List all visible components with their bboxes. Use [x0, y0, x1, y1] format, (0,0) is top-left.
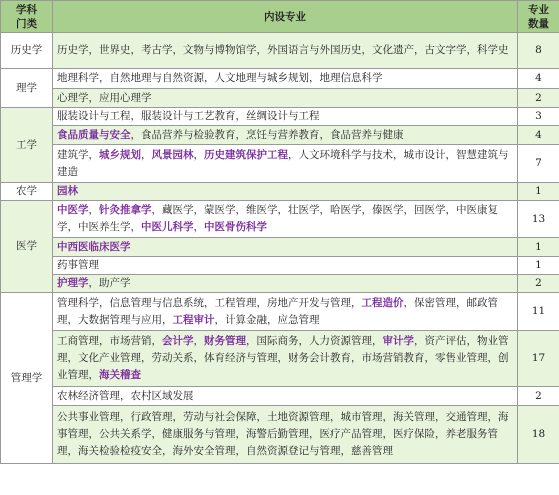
major-text: ，计算金融，应急管理	[214, 313, 320, 326]
category-cell: 医学	[1, 201, 53, 293]
table-row	[1, 69, 559, 89]
highlighted-major: 针灸推拿学	[99, 204, 152, 216]
major-text: ，食品营养与检验教育，烹饪与营养教育，食品营养与健康	[130, 128, 404, 141]
major-text: ，	[193, 335, 204, 347]
table-header-row	[1, 1, 559, 33]
major-text: 管理科学，信息管理与信息系统，工程管理，房地产开发与管理，	[57, 296, 362, 309]
highlighted-major: 中西医临床医学	[57, 240, 131, 253]
highlighted-major: 工程造价	[361, 296, 404, 309]
major-text: ，人文环境科学与技术，城市设计，智慧建筑与建造	[57, 148, 509, 178]
highlighted-major: 中医骨伤科学	[204, 221, 267, 233]
highlighted-major: 中医儿科学	[141, 221, 194, 233]
majors-cell	[53, 331, 518, 387]
highlighted-major: 财务管理	[204, 335, 246, 347]
highlighted-major: 护理学	[57, 277, 89, 289]
count-cell: 4	[518, 126, 559, 145]
category-cell: 工学	[1, 108, 53, 183]
highlighted-major: 海关稽查	[99, 369, 141, 381]
major-text: ，	[193, 221, 204, 233]
majors-cell	[53, 238, 518, 257]
category-cell: 农学	[1, 183, 53, 201]
table-row	[1, 145, 559, 183]
highlighted-major: 食品质量与安全	[57, 128, 131, 141]
count-cell: 13	[518, 201, 559, 238]
table-body	[1, 33, 559, 464]
table-row	[1, 293, 559, 331]
major-text: 建筑学，	[57, 148, 99, 161]
table-row	[1, 257, 559, 275]
highlighted-major: 园林	[57, 185, 78, 197]
major-text: ，	[193, 148, 204, 161]
count-cell: 2	[518, 275, 559, 293]
category-cell: 管理学	[1, 293, 53, 464]
table-row	[1, 331, 559, 387]
count-cell: 18	[518, 406, 559, 464]
table-row	[1, 89, 559, 108]
table-row	[1, 387, 559, 406]
table-row	[1, 201, 559, 238]
count-cell: 2	[518, 387, 559, 406]
category-cell: 历史学	[1, 33, 53, 69]
major-text: ，资产评估，物业管理，文化产业管理，劳动关系，体育经济与管理，财务会计教育，市场营销教育，零售业管理，创业管理，	[57, 335, 509, 381]
majors-cell	[53, 69, 518, 89]
majors-cell	[53, 145, 518, 183]
highlighted-major: 会计学	[162, 335, 194, 347]
major-text: ，	[88, 204, 99, 216]
count-cell: 8	[518, 33, 559, 69]
majors-cell	[53, 406, 518, 464]
major-text: 地理科学，自然地理与自然资源，人文地理与城乡规划，地理信息科学	[57, 72, 383, 84]
category-cell: 理学	[1, 69, 53, 108]
majors-cell	[53, 275, 518, 293]
major-text: ，国际商务，人力资源管理，	[246, 335, 383, 347]
table-row	[1, 406, 559, 464]
highlighted-major: 工程审计	[172, 313, 215, 326]
table-row	[1, 183, 559, 201]
count-cell: 11	[518, 293, 559, 331]
majors-cell	[53, 387, 518, 406]
count-cell: 1	[518, 238, 559, 257]
majors-cell	[53, 183, 518, 201]
majors-cell	[53, 201, 518, 238]
majors-cell	[53, 257, 518, 275]
count-cell: 3	[518, 108, 559, 126]
highlighted-major: 风景园林	[151, 148, 194, 161]
table-row	[1, 108, 559, 126]
header-category: 学科 门类	[1, 1, 53, 33]
major-text: ，助产学	[88, 277, 131, 289]
highlighted-major: 历史建筑保护工程	[204, 148, 288, 161]
majors-cell	[53, 89, 518, 108]
count-cell: 7	[518, 145, 559, 183]
majors-cell	[53, 33, 518, 69]
table-row	[1, 275, 559, 293]
major-text: 公共事业管理，行政管理，劳动与社会保障，土地资源管理，城市管理，海关管理，交通管理，海事管理，公共关系学，健康服务与管理，海警后勤管理，医疗产品管理，医疗保险，养老服务管理，海关检验检疫安全，海外安全管理，自然资源登记与管理，慈善管理	[57, 411, 509, 457]
major-text: ，藏医学，蒙医学，维医学，壮医学，哈医学，傣医学，回医学，中医康复学，中医养生学，	[57, 204, 498, 233]
header-count: 专业 数量	[518, 1, 559, 33]
highlighted-major: 审计学	[382, 335, 414, 347]
count-cell: 1	[518, 183, 559, 201]
count-cell: 1	[518, 257, 559, 275]
majors-cell	[53, 293, 518, 331]
highlighted-major: 中医学	[57, 204, 89, 216]
major-text: 历史学，世界史，考古学，文物与博物馆学，外国语言与外国历史，文化遗产，古文字学，科学史	[57, 44, 509, 56]
major-text: 药事管理	[57, 259, 99, 271]
major-text: ，保密管理，邮政管理，大数据管理与应用，	[57, 296, 498, 326]
majors-cell	[53, 126, 518, 145]
highlighted-major: 城乡规划	[99, 148, 141, 161]
major-text: 心理学，应用心理学	[57, 91, 152, 104]
count-cell: 17	[518, 331, 559, 387]
major-text: 农林经济管理，农村区域发展	[57, 389, 194, 402]
count-cell: 4	[518, 69, 559, 89]
count-cell: 2	[518, 89, 559, 108]
major-text: ，	[141, 148, 152, 161]
major-text: 服装设计与工程，服装设计与工艺教育，丝绸设计与工程	[57, 110, 320, 122]
header-majors: 内设专业	[53, 1, 518, 33]
majors-cell	[53, 108, 518, 126]
major-text: 工商管理，市场营销，	[57, 335, 162, 347]
table-row	[1, 33, 559, 69]
table-row	[1, 238, 559, 257]
table-row	[1, 126, 559, 145]
